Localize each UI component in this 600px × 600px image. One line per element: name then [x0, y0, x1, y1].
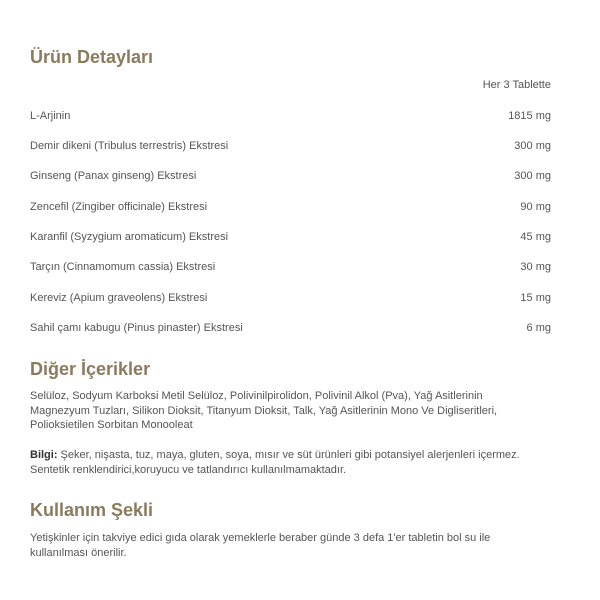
ingredient-name: Tarçın (Cinnamomum cassia) Ekstresi: [30, 261, 216, 273]
table-row: [30, 231, 551, 245]
ingredient-amount: 45 mg: [520, 231, 551, 243]
ingredient-amount: 90 mg: [520, 201, 551, 213]
ingredient-name: Sahil çamı kabugu (Pinus pinaster) Ekstresi: [30, 322, 243, 334]
table-row: [30, 140, 551, 154]
ingredient-name: Ginseng (Panax ginseng) Ekstresi: [30, 170, 197, 182]
ingredient-amount: 15 mg: [520, 292, 551, 304]
ingredient-name: Karanfil (Syzygium aromaticum) Ekstresi: [30, 231, 229, 243]
ingredient-name: Demir dikeni (Tribulus terrestris) Ekstresi: [30, 140, 229, 152]
table-row: [30, 201, 551, 215]
product-details-title: Ürün Detayları: [30, 47, 154, 67]
info-text: Şeker, nişasta, tuz, maya, gluten, soya, mısır ve süt ürünleri gibi potansiyel alerjenleri içermez. Sentetik renklendirici,koruyucu ve tatlandırıcı kullanılmamaktadır.: [30, 449, 520, 476]
allergen-info: [30, 448, 540, 477]
table-row: [30, 110, 551, 124]
ingredient-amount: 300 mg: [514, 140, 551, 152]
ingredient-amount: 6 mg: [526, 322, 551, 334]
info-label: Bilgi:: [30, 449, 58, 461]
ingredient-amount: 1815 mg: [508, 110, 551, 122]
serving-header: Her 3 Tablette: [482, 79, 551, 91]
table-row: [30, 261, 551, 275]
ingredient-amount: 30 mg: [520, 261, 551, 273]
table-row: [30, 170, 551, 184]
ingredient-amount: 300 mg: [514, 170, 551, 182]
table-row: [30, 292, 551, 306]
table-row: [30, 322, 551, 336]
usage-text: Yetişkinler için takviye edici gıda olarak yemeklerle beraber günde 3 defa 1'er tabletin bol su ile kullanılması önerilir.: [30, 532, 491, 559]
ingredient-name: Kereviz (Apium graveolens) Ekstresi: [30, 292, 208, 304]
other-ingredients-text: Selüloz, Sodyum Karboksi Metil Selüloz, Polivinilpirolidon, Polivinil Alkol (Pva), Yağ Asitlerinin Magnezyum Tuzları, Silikon Dioksit, Titanyum Dioksit, Talk, Yağ Asitlerinin Mono Ve Digliseritleri, Polioksietilen Sorbitan Monooleat: [30, 390, 498, 431]
other-ingredients-title: Diğer İçerikler: [30, 359, 151, 379]
usage-title: Kullanım Şekli: [30, 500, 154, 520]
ingredient-name: Zencefil (Zingiber officinale) Ekstresi: [30, 201, 208, 213]
ingredient-name: L-Arjinin: [30, 110, 71, 122]
